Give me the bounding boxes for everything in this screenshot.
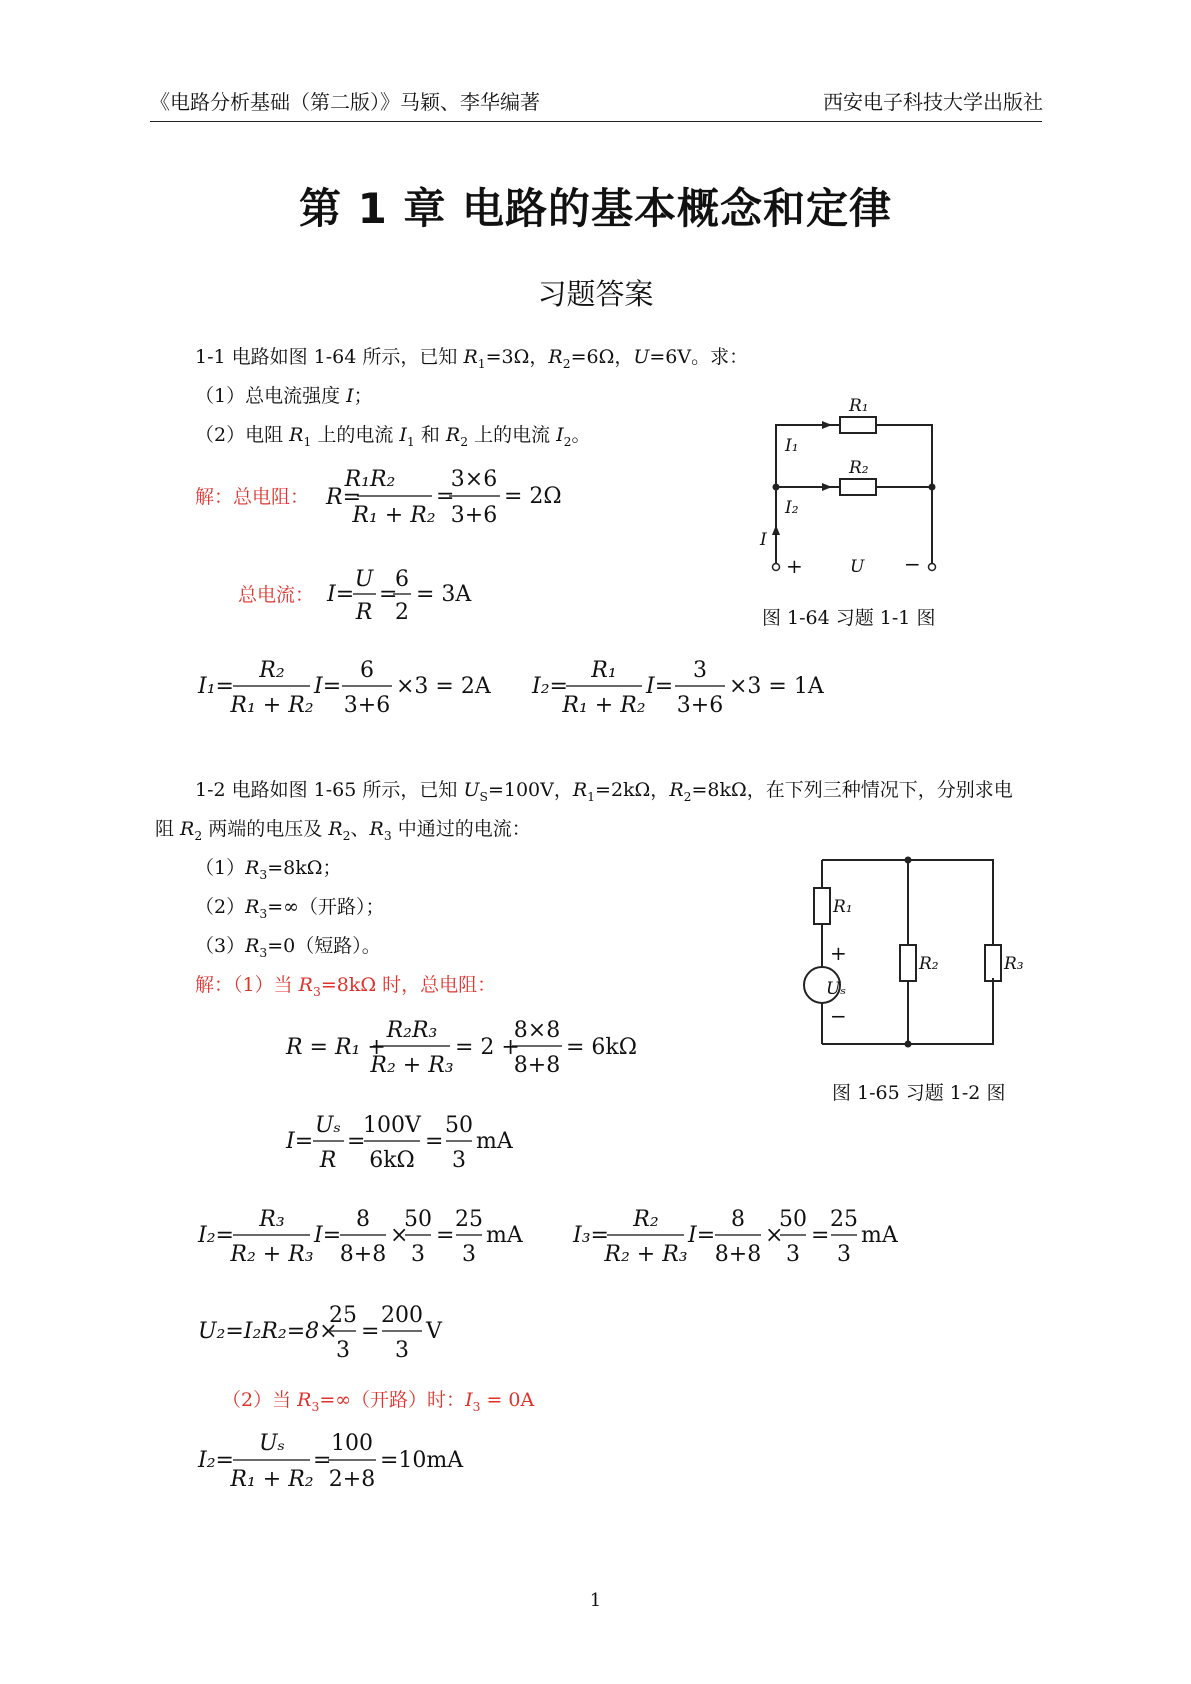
- eq2-R-den: R₂ + R₃: [370, 1053, 454, 1078]
- eq-I2: I₂=: [532, 674, 568, 699]
- eq-R-den2: 3+6: [450, 503, 498, 528]
- current-label: 总电流：: [238, 584, 315, 606]
- eq2-I-den: R: [319, 1148, 337, 1173]
- chapter-title: 第 1 章 电路的基本概念和定律: [298, 184, 893, 233]
- resistor-r1: [814, 888, 830, 924]
- eq-I-result: = 3A: [416, 582, 472, 607]
- case-1: $(1)R_3=8k\Omega$；: [195, 857, 342, 882]
- eq-R-num: R₁R₂: [344, 467, 396, 492]
- eq2-R-den2: 8+8: [513, 1053, 561, 1078]
- eq2-I3-den: R₂ + R₃: [604, 1242, 688, 1267]
- resistor-r1: [840, 417, 876, 433]
- eq-I1-mid: I=: [314, 674, 342, 699]
- current-arrow-icon: [822, 421, 832, 429]
- solution-1-2-heading: 解：（1）当 $R_3=8k\Omega$ 时，总电阻：: [195, 974, 497, 999]
- eq2-I3-den2: 8+8: [714, 1242, 762, 1267]
- label-r3: R₃: [1004, 954, 1024, 974]
- eq2-I-result: mA: [476, 1129, 513, 1154]
- eq-sign: =: [347, 1129, 366, 1154]
- label-i: I: [760, 530, 767, 550]
- eq2-U2-den2: 3: [395, 1338, 409, 1363]
- terminal-minus: [929, 564, 936, 571]
- junction-node: [905, 857, 912, 864]
- figure-1-65-caption: 图 1-65 习题 1-2 图: [832, 1082, 1006, 1104]
- eq2-I2b-num2: 100: [331, 1431, 373, 1456]
- eq2-I2b-den: R₁ + R₂: [230, 1467, 314, 1492]
- eq-I2-mid: I=: [646, 674, 674, 699]
- eq2-R-result: = 6kΩ: [566, 1035, 637, 1060]
- label-i1: I₁: [785, 436, 799, 456]
- label-r2: R₂: [849, 458, 869, 478]
- eq2-I2b-num: Uₛ: [259, 1431, 285, 1456]
- eq2-I2b-den2: 2+8: [328, 1467, 376, 1492]
- resistor-r2: [900, 945, 916, 981]
- eq2-I-num: Uₛ: [315, 1113, 341, 1138]
- eq-R-result: = 2Ω: [504, 484, 562, 509]
- label-i2: I₂: [785, 498, 799, 518]
- junction-node: [929, 484, 936, 491]
- eq2-U2-num: 25: [329, 1303, 357, 1328]
- eq2-I3-num4: 25: [830, 1207, 858, 1232]
- eq2-R: R = R₁ +: [286, 1035, 386, 1060]
- eq2-I2-mid: I=: [314, 1223, 342, 1248]
- eq-R: R=: [326, 485, 361, 510]
- resistor-r3: [985, 945, 1001, 981]
- label-us: Uₛ: [826, 979, 847, 999]
- eq2-U2-den: 3: [336, 1338, 350, 1363]
- eq2-U2-result: V: [426, 1319, 442, 1344]
- terminal-plus: [773, 564, 780, 571]
- header-book-title: 《电路分析基础（第二版）》马颖、李华编著: [150, 90, 540, 114]
- section-title: 习题答案: [537, 277, 654, 311]
- eq2-I2-den4: 3: [462, 1242, 476, 1267]
- label-plus: +: [786, 554, 803, 578]
- eq-I-den: R: [355, 600, 373, 625]
- eq2-I2-num2: 8: [356, 1207, 370, 1232]
- eq2-I2-den3: 3: [411, 1242, 425, 1267]
- eq2-I3-den3: 3: [786, 1242, 800, 1267]
- solution-1-2-case2: （2）当 $R_3=\infty$（开路）时：$I_3 = 0A$: [222, 1389, 535, 1414]
- eq2-I: I=: [286, 1129, 314, 1154]
- eq-I1-num2: 6: [360, 658, 374, 683]
- wire: [876, 425, 932, 564]
- eq-I1: I₁=: [198, 674, 234, 699]
- eq-I1-result: ×3 = 2A: [396, 674, 491, 699]
- label-r2: R₂: [919, 954, 939, 974]
- times-sign: ×: [765, 1223, 784, 1248]
- resistor-r2: [840, 479, 876, 495]
- eq2-I2-num4: 25: [455, 1207, 483, 1232]
- label-r1: R₁: [849, 396, 869, 416]
- eq-I-num2: 6: [395, 567, 409, 592]
- eq-I1-den: R₁ + R₂: [230, 693, 314, 718]
- eq-R-num2: 3×6: [450, 467, 498, 492]
- eq-I1-den2: 3+6: [343, 693, 391, 718]
- eq2-I-num2: 100V: [363, 1113, 421, 1138]
- eq-R-den: R₁ + R₂: [352, 503, 436, 528]
- label-minus: −: [904, 552, 921, 576]
- eq2-I-num3: 50: [445, 1113, 473, 1138]
- label-plus: +: [830, 941, 847, 965]
- eq2-I2: I₂=: [198, 1223, 234, 1248]
- eq2-I2b: I₂=: [198, 1448, 234, 1473]
- eq2-U2-num2: 200: [381, 1303, 423, 1328]
- eq2-I2-num3: 50: [404, 1207, 432, 1232]
- current-arrow-icon: [772, 525, 780, 535]
- eq-I2-den2: 3+6: [676, 693, 724, 718]
- eq-sign: =: [379, 582, 398, 607]
- eq-I2-result: ×3 = 1A: [729, 674, 824, 699]
- problem-1-2-statement-line2: 阻 $R_2$ 两端的电压及 $R_2$、$R_3$ 中通过的电流：: [155, 818, 531, 843]
- figure-1-64-caption: 图 1-64 习题 1-1 图: [762, 607, 936, 629]
- eq-sign: =: [436, 1223, 455, 1248]
- junction-node: [773, 484, 780, 491]
- eq2-R-num: R₂R₃: [386, 1018, 438, 1043]
- problem-1-1-statement: 1-1 电路如图 1-64 所示，已知 $R_1=3\Omega$，$R_2=6\Omega$，U=6V。求：: [195, 346, 749, 371]
- eq2-I-den2: 6kΩ: [369, 1148, 415, 1173]
- figure-1-64-circuit: [740, 385, 960, 585]
- eq2-I3-num3: 50: [779, 1207, 807, 1232]
- eq-sign: =: [361, 1319, 380, 1344]
- eq2-I2-den: R₂ + R₃: [230, 1242, 314, 1267]
- eq2-I2b-result: =10mA: [380, 1448, 464, 1473]
- case-2: $(2)R_3=\infty$（开路）；: [195, 896, 385, 921]
- eq2-I3: I₃=: [573, 1223, 609, 1248]
- eq-sign: =: [811, 1223, 830, 1248]
- junction-node: [905, 1041, 912, 1048]
- eq2-I3-den4: 3: [837, 1242, 851, 1267]
- current-arrow-icon: [822, 483, 832, 491]
- eq-I-num: U: [354, 567, 374, 592]
- eq-I2-num2: 3: [693, 658, 707, 683]
- eq2-I2-den2: 8+8: [339, 1242, 387, 1267]
- eq-I1-num: R₂: [259, 658, 285, 683]
- label-r1: R₁: [833, 897, 853, 917]
- case-3: $(3)R_3=0$（短路）。: [195, 935, 381, 960]
- eq2-I2-num: R₃: [259, 1207, 285, 1232]
- eq2-U2: U₂=I₂R₂=8×: [198, 1319, 338, 1344]
- eq2-R-num2: 8×8: [513, 1018, 561, 1043]
- eq2-I-den3: 3: [452, 1148, 466, 1173]
- problem-1-2-statement: 1-2 电路如图 1-65 所示，已知 $U_S=100V$，$R_1=2k\Omega$，$R_2=8k\Omega$，在下列三种情况下，分别求电: [195, 779, 1013, 804]
- eq-I2-den: R₁ + R₂: [562, 693, 646, 718]
- eq-I2-num: R₁: [591, 658, 617, 683]
- eq2-I3-num: R₂: [633, 1207, 659, 1232]
- header-publisher: 西安电子科技大学出版社: [823, 90, 1043, 114]
- eq2-I2-result: mA: [486, 1223, 523, 1248]
- label-u: U: [850, 557, 865, 577]
- eq2-I3-mid: I=: [688, 1223, 716, 1248]
- eq-I-den2: 2: [395, 600, 409, 625]
- label-minus: −: [830, 1004, 847, 1028]
- eq2-R-mid: = 2 +: [455, 1035, 520, 1060]
- times-sign: ×: [390, 1223, 409, 1248]
- eq-I: I=: [327, 582, 355, 607]
- page-number: 1: [589, 1590, 602, 1611]
- eq-sign: =: [425, 1129, 444, 1154]
- problem-1-1-q1: （1）总电流强度 I；: [195, 385, 373, 407]
- eq2-I3-result: mA: [861, 1223, 898, 1248]
- eq-sign: =: [436, 484, 455, 509]
- eq2-I3-num2: 8: [731, 1207, 745, 1232]
- solution-label: 解：总电阻：: [195, 486, 310, 508]
- problem-1-1-q2: （2）电阻 $R_1$ 上的电流 $I_1$ 和 $R_2$ 上的电流 $I_2$。: [195, 424, 591, 449]
- figure-1-65-circuit: [800, 850, 1040, 1050]
- eq-sign: =: [313, 1448, 332, 1473]
